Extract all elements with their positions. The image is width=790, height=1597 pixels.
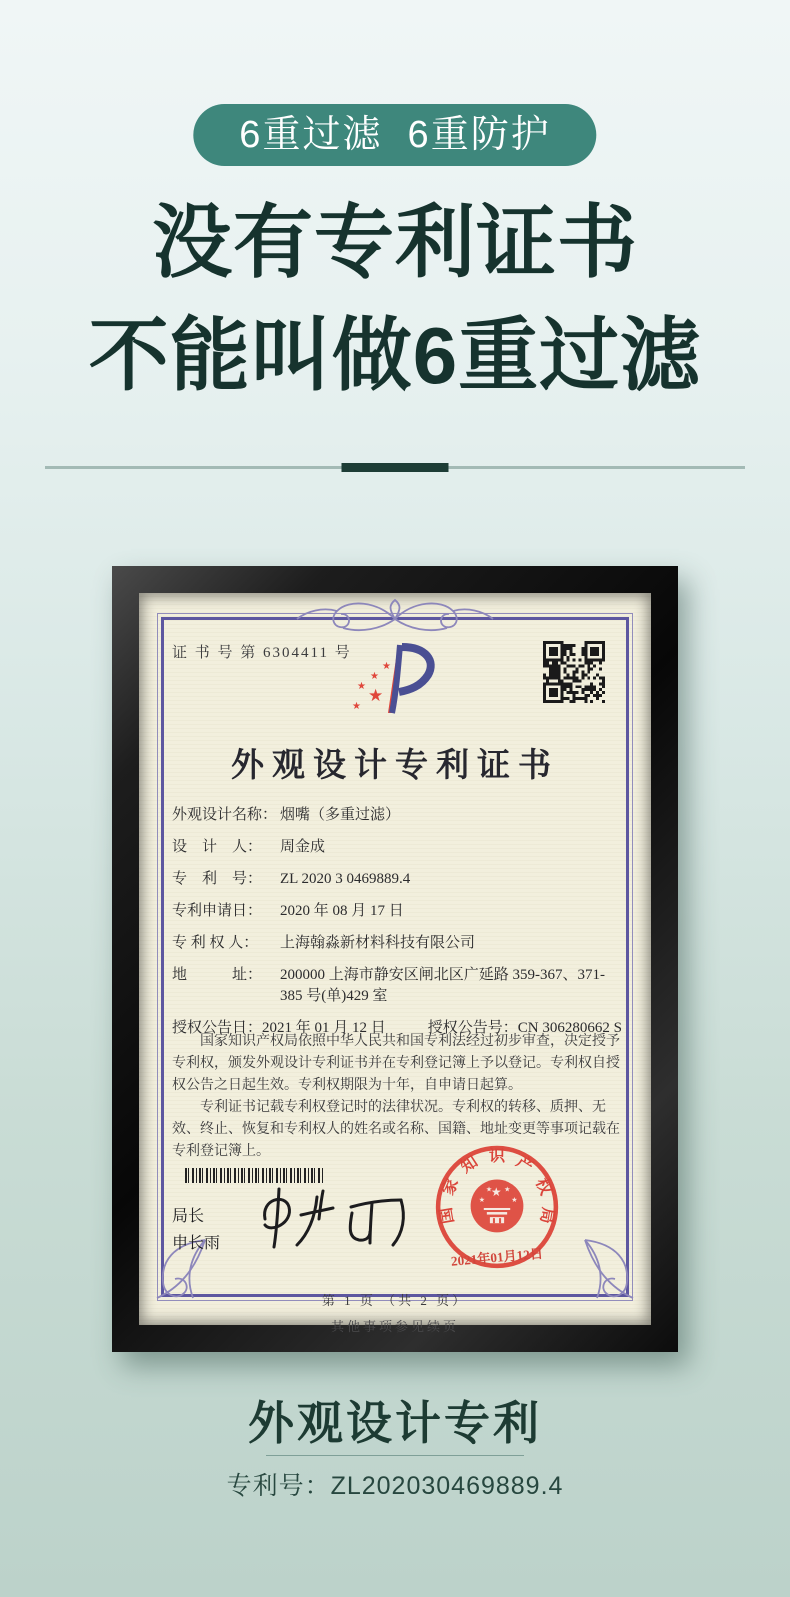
signer-name: 申长雨 [172,1235,221,1252]
field-label: 专利申请日： [172,903,263,919]
page-title-line1: 没有专利证书 [152,198,638,287]
svg-text:★: ★ [511,1195,518,1204]
svg-text:★: ★ [357,681,366,692]
svg-text:★: ★ [370,671,379,682]
field-value: 上海翰淼新材料科技有限公司 [280,935,476,951]
certificate-paragraph-1: 国家知识产权局依照中华人民共和国专利法经过初步审查，决定授予专利权，颁发外观设计专利证书并在专利登记簿上予以登记。专利权自授权公告之日起生效。专利权期限为十年，自申请日起算。 [172,1034,620,1093]
svg-text:★: ★ [504,1185,511,1194]
certificate-page-number: 第 1 页 （共 2 页） [321,1293,469,1308]
svg-text:★: ★ [352,701,361,712]
field-value: ZL 2020 3 0469889.4 [280,871,411,887]
field-value: 周金成 [280,839,326,855]
certificate-continuation-note: 其他事项参见续页 [330,1319,459,1334]
cnipa-seal-icon [431,1143,563,1280]
field-value: 2020 年 08 月 17 日 [280,903,404,919]
field-row-address [172,965,625,1007]
page-title-line2: 不能叫做6重过滤 [88,311,702,400]
field-label: 专 利 号： [172,871,263,887]
svg-text:★: ★ [478,1195,486,1204]
director-signature-icon [251,1183,421,1258]
field-value: 烟嘴（多重过滤） [280,807,401,823]
field-value: 200000 上海市静安区闸北区广延路 359-367、371-385 号(单)429 室 [280,967,605,1004]
svg-text:★: ★ [485,1185,493,1194]
field-value: CN 306280662 S [517,1020,622,1036]
field-label: 设 计 人： [172,839,263,855]
page-title [0,186,790,412]
field-row-patent-no [172,869,625,890]
field-row-design-name [172,805,625,826]
certificate-fields [172,805,625,1039]
signer-block [172,1203,220,1257]
certificate-paper [139,593,651,1334]
certificate-paragraph-2: 专利证书记载专利权登记时的法律状况。专利权的转移、质押、无效、终止、恢复和专利权人的姓名或名称、国籍、地址变更等事项记载在专利登记簿上。 [172,1100,620,1159]
certificate-frame [112,566,678,1352]
feature-badge: 6重过滤 6重防护 [193,104,596,166]
signer-title: 局长 [172,1208,205,1225]
footer-title: 外观设计专利 [248,1397,542,1449]
cnipa-logo-icon [344,637,440,720]
field-row-designer [172,837,625,858]
certificate-number: 证 书 号 第 6304411 号 [172,645,352,661]
footer-divider [266,1455,524,1456]
section-divider-accent [342,463,449,472]
footer-patent-number: 专利号：ZL202030469889.4 [226,1472,564,1500]
certificate-title: 外观设计专利证书 [231,748,559,784]
svg-text:★: ★ [490,1184,502,1199]
svg-text:★: ★ [368,686,384,705]
barcode-icon [185,1168,325,1183]
svg-text:★: ★ [382,661,391,672]
qr-code-icon [543,641,605,703]
field-label: 授权公告号： [427,1020,518,1036]
field-label: 地 址： [172,967,263,983]
field-label: 外观设计名称： [172,807,278,823]
field-value: 2021 年 01 月 12 日 [262,1020,386,1036]
seal-arc-text: 国家知识产权局 [436,1147,558,1226]
field-label: 专 利 权 人： [172,935,259,951]
field-row-patentee [172,933,625,954]
field-row-filing-date [172,901,625,922]
field-label: 授权公告日： [172,1020,263,1036]
seal-date: 2021年01月12日 [450,1245,544,1269]
